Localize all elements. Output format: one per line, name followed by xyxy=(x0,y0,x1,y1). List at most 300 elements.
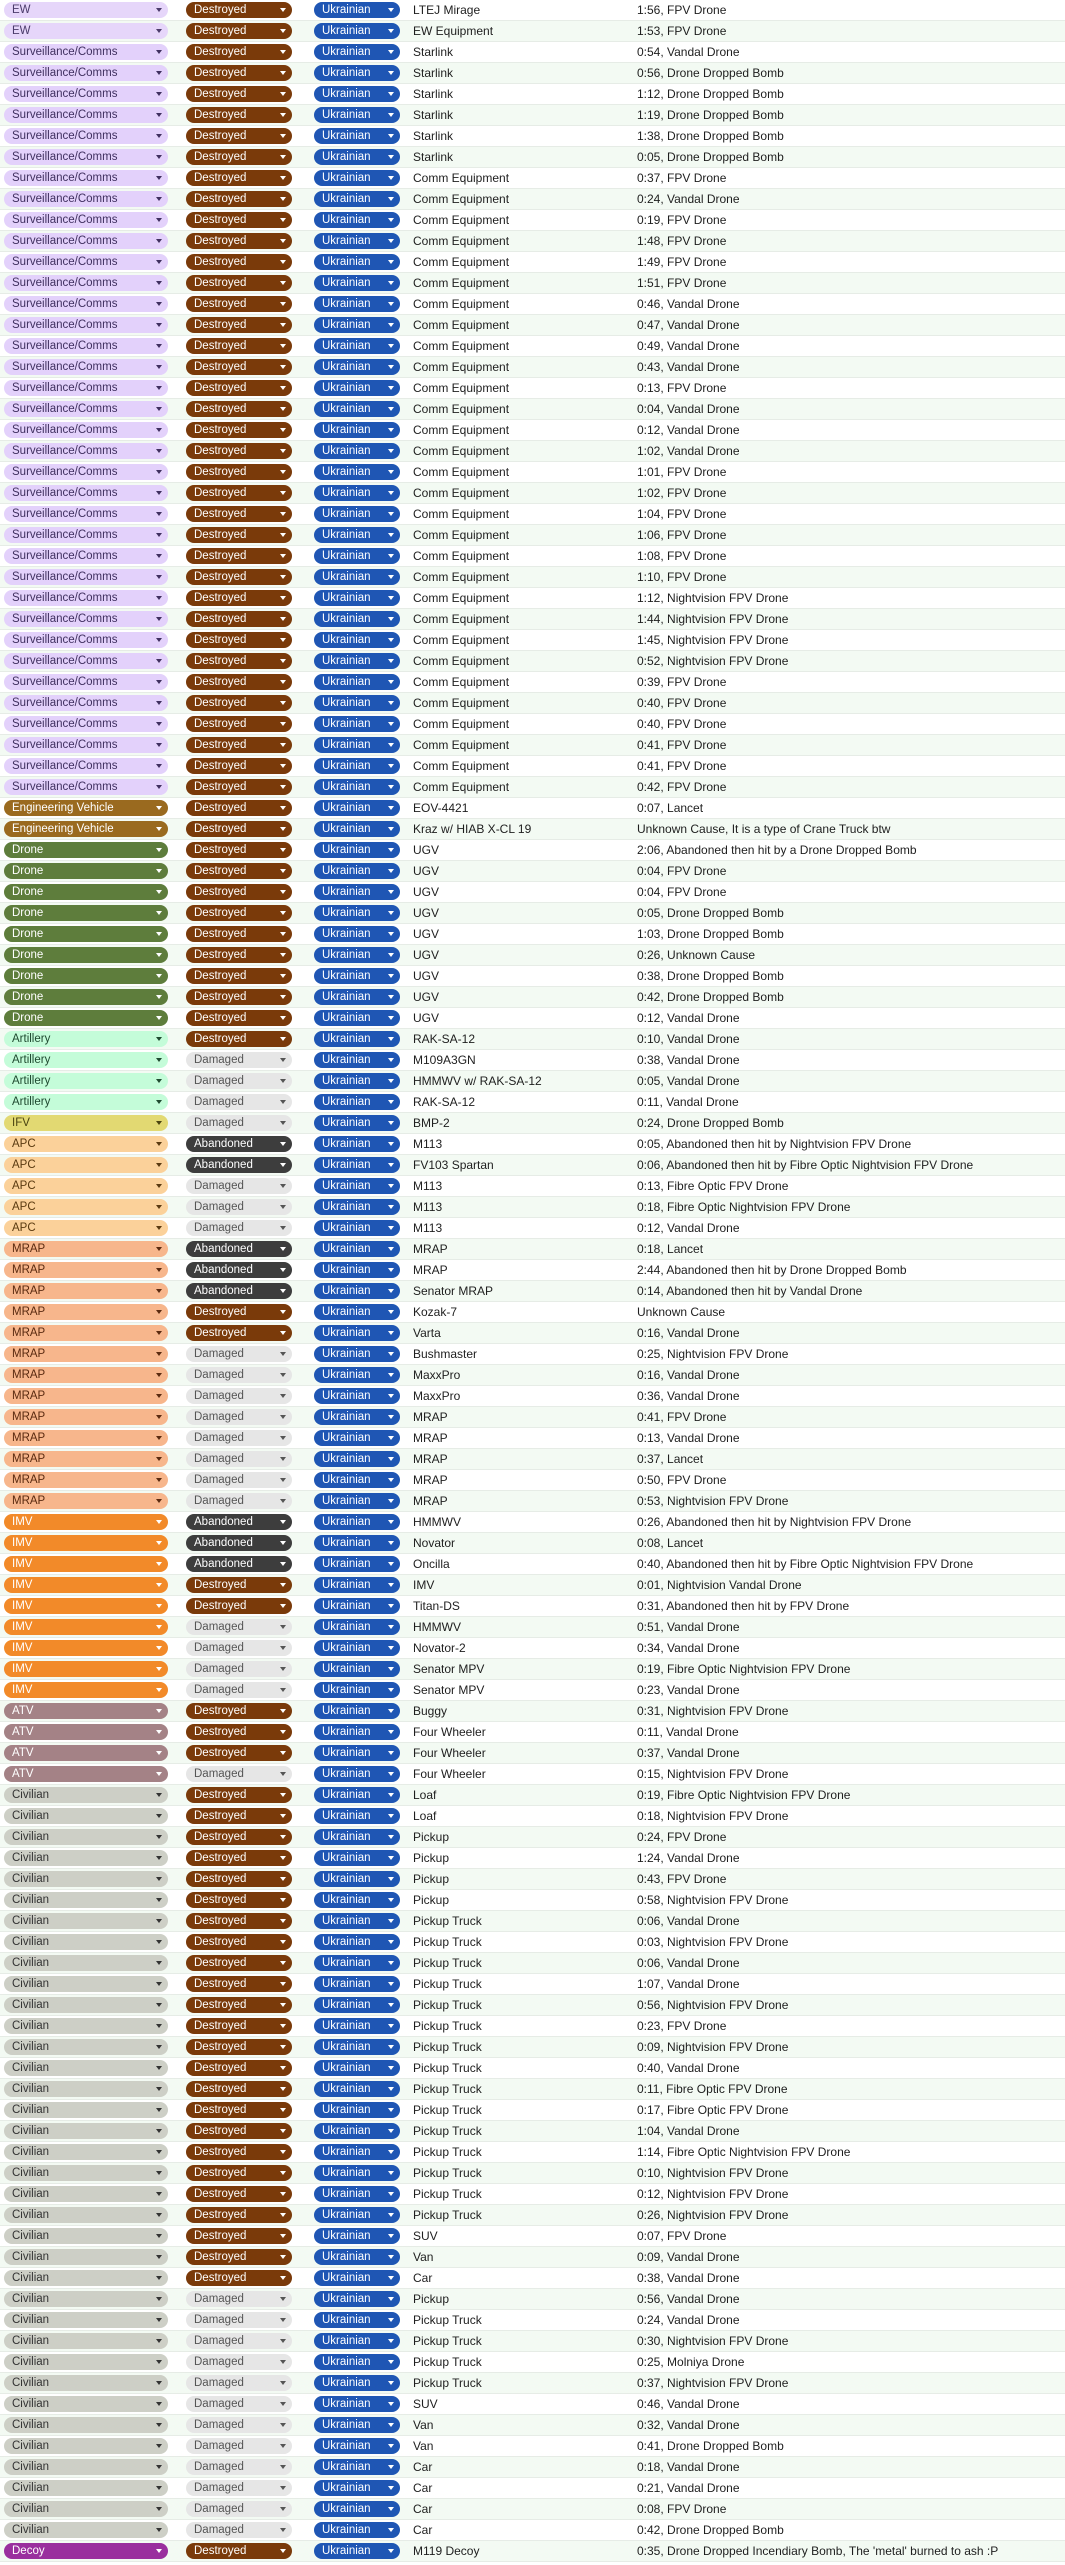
side-select[interactable] xyxy=(314,1052,400,1068)
notes-cell[interactable]: Unknown Cause, It is a type of Crane Truck btw xyxy=(637,822,891,836)
notes-cell[interactable]: 0:05, Vandal Drone xyxy=(637,1074,740,1088)
side-select[interactable] xyxy=(314,380,400,396)
side-select[interactable] xyxy=(314,1262,400,1278)
equipment-name-cell[interactable]: HMMWV w/ RAK-SA-12 xyxy=(413,1074,542,1088)
type-select[interactable] xyxy=(4,170,168,186)
notes-cell[interactable]: 0:35, Drone Dropped Incendiary Bomb, The 'metal' burned to ash :P xyxy=(637,2544,999,2558)
notes-cell[interactable]: 0:56, Nightvision FPV Drone xyxy=(637,1998,789,2012)
type-select[interactable] xyxy=(4,611,168,627)
status-select[interactable] xyxy=(186,23,292,39)
equipment-name-cell[interactable]: Van xyxy=(413,2250,434,2264)
status-select[interactable] xyxy=(186,1619,292,1635)
type-select[interactable] xyxy=(4,2522,168,2538)
notes-cell[interactable]: 0:26, Nightvision FPV Drone xyxy=(637,2208,789,2222)
status-select[interactable] xyxy=(186,2081,292,2097)
status-select[interactable] xyxy=(186,1052,292,1068)
notes-cell[interactable]: 1:10, FPV Drone xyxy=(637,570,727,584)
type-select[interactable] xyxy=(4,2501,168,2517)
notes-cell[interactable]: 2:44, Abandoned then hit by Drone Dropped Bomb xyxy=(637,1263,907,1277)
notes-cell[interactable]: 0:10, Nightvision FPV Drone xyxy=(637,2166,789,2180)
side-select[interactable] xyxy=(314,1661,400,1677)
equipment-name-cell[interactable]: Van xyxy=(413,2418,434,2432)
notes-cell[interactable]: 0:19, FPV Drone xyxy=(637,213,727,227)
side-select[interactable] xyxy=(314,2102,400,2118)
status-select[interactable] xyxy=(186,380,292,396)
type-select[interactable] xyxy=(4,380,168,396)
type-select[interactable] xyxy=(4,989,168,1005)
side-select[interactable] xyxy=(314,1598,400,1614)
status-select[interactable] xyxy=(186,170,292,186)
side-select[interactable] xyxy=(314,1157,400,1173)
equipment-name-cell[interactable]: Senator MPV xyxy=(413,1683,485,1697)
type-select[interactable] xyxy=(4,695,168,711)
side-select[interactable] xyxy=(314,758,400,774)
notes-cell[interactable]: 0:04, Vandal Drone xyxy=(637,402,740,416)
equipment-name-cell[interactable]: Comm Equipment xyxy=(413,486,510,500)
type-select[interactable] xyxy=(4,968,168,984)
status-select[interactable] xyxy=(186,1955,292,1971)
equipment-name-cell[interactable]: Bushmaster xyxy=(413,1347,478,1361)
notes-cell[interactable]: 0:04, FPV Drone xyxy=(637,864,727,878)
equipment-name-cell[interactable]: M113 xyxy=(413,1179,443,1193)
type-select[interactable] xyxy=(4,23,168,39)
equipment-name-cell[interactable]: Comm Equipment xyxy=(413,549,510,563)
status-select[interactable] xyxy=(186,2228,292,2244)
type-select[interactable] xyxy=(4,1850,168,1866)
notes-cell[interactable]: 0:18, Fibre Optic Nightvision FPV Drone xyxy=(637,1200,851,1214)
status-select[interactable] xyxy=(186,1409,292,1425)
type-select[interactable] xyxy=(4,1304,168,1320)
side-select[interactable] xyxy=(314,2543,400,2559)
type-select[interactable] xyxy=(4,1367,168,1383)
side-select[interactable] xyxy=(314,1472,400,1488)
notes-cell[interactable]: 1:38, Drone Dropped Bomb xyxy=(637,129,784,143)
side-select[interactable] xyxy=(314,107,400,123)
notes-cell[interactable]: 0:11, Vandal Drone xyxy=(637,1095,739,1109)
type-select[interactable] xyxy=(4,1871,168,1887)
side-select[interactable] xyxy=(314,2375,400,2391)
type-select[interactable] xyxy=(4,2102,168,2118)
equipment-name-cell[interactable]: Pickup Truck xyxy=(413,2313,482,2327)
notes-cell[interactable]: 0:12, Vandal Drone xyxy=(637,1221,740,1235)
side-select[interactable] xyxy=(314,2522,400,2538)
side-select[interactable] xyxy=(314,947,400,963)
side-select[interactable] xyxy=(314,2312,400,2328)
side-select[interactable] xyxy=(314,653,400,669)
notes-cell[interactable]: 0:13, Fibre Optic FPV Drone xyxy=(637,1179,789,1193)
equipment-name-cell[interactable]: UGV xyxy=(413,990,440,1004)
status-select[interactable] xyxy=(186,2417,292,2433)
notes-cell[interactable]: 0:14, Abandoned then hit by Vandal Drone xyxy=(637,1284,863,1298)
notes-cell[interactable]: 0:16, Vandal Drone xyxy=(637,1326,740,1340)
type-select[interactable] xyxy=(4,1451,168,1467)
status-select[interactable] xyxy=(186,1808,292,1824)
type-select[interactable] xyxy=(4,44,168,60)
type-select[interactable] xyxy=(4,443,168,459)
side-select[interactable] xyxy=(314,2417,400,2433)
equipment-name-cell[interactable]: Comm Equipment xyxy=(413,759,510,773)
side-select[interactable] xyxy=(314,1976,400,1992)
status-select[interactable] xyxy=(186,317,292,333)
equipment-name-cell[interactable]: Pickup Truck xyxy=(413,2355,482,2369)
notes-cell[interactable]: 0:03, Nightvision FPV Drone xyxy=(637,1935,789,1949)
type-select[interactable] xyxy=(4,653,168,669)
notes-cell[interactable]: 0:40, Abandoned then hit by Fibre Optic Nightvision FPV Drone xyxy=(637,1557,974,1571)
status-select[interactable] xyxy=(186,65,292,81)
notes-cell[interactable]: 0:42, Drone Dropped Bomb xyxy=(637,990,784,1004)
type-select[interactable] xyxy=(4,1703,168,1719)
status-select[interactable] xyxy=(186,1094,292,1110)
equipment-name-cell[interactable]: MRAP xyxy=(413,1473,448,1487)
status-select[interactable] xyxy=(186,842,292,858)
equipment-name-cell[interactable]: Starlink xyxy=(413,129,454,143)
type-select[interactable] xyxy=(4,1682,168,1698)
notes-cell[interactable]: 1:45, Nightvision FPV Drone xyxy=(637,633,789,647)
status-select[interactable] xyxy=(186,1451,292,1467)
status-select[interactable] xyxy=(186,1871,292,1887)
status-select[interactable] xyxy=(186,2543,292,2559)
status-select[interactable] xyxy=(186,1178,292,1194)
equipment-name-cell[interactable]: HMMWV xyxy=(413,1620,461,1634)
status-select[interactable] xyxy=(186,821,292,837)
side-select[interactable] xyxy=(314,1346,400,1362)
status-select[interactable] xyxy=(186,1073,292,1089)
equipment-name-cell[interactable]: M119 Decoy xyxy=(413,2544,480,2558)
equipment-name-cell[interactable]: Pickup Truck xyxy=(413,1956,482,1970)
side-select[interactable] xyxy=(314,1031,400,1047)
notes-cell[interactable]: 1:04, FPV Drone xyxy=(637,507,727,521)
status-select[interactable] xyxy=(186,2270,292,2286)
side-select[interactable] xyxy=(314,2186,400,2202)
side-select[interactable] xyxy=(314,401,400,417)
side-select[interactable] xyxy=(314,485,400,501)
equipment-name-cell[interactable]: Oncilla xyxy=(413,1557,450,1571)
equipment-name-cell[interactable]: Senator MRAP xyxy=(413,1284,494,1298)
type-select[interactable] xyxy=(4,464,168,480)
status-select[interactable] xyxy=(186,1199,292,1215)
status-select[interactable] xyxy=(186,1430,292,1446)
notes-cell[interactable]: 0:05, Drone Dropped Bomb xyxy=(637,906,784,920)
equipment-name-cell[interactable]: Comm Equipment xyxy=(413,297,510,311)
side-select[interactable] xyxy=(314,1493,400,1509)
type-select[interactable] xyxy=(4,296,168,312)
equipment-name-cell[interactable]: Starlink xyxy=(413,108,454,122)
notes-cell[interactable]: 0:24, FPV Drone xyxy=(637,1830,727,1844)
status-select[interactable] xyxy=(186,548,292,564)
equipment-name-cell[interactable]: UGV xyxy=(413,906,440,920)
status-select[interactable] xyxy=(186,443,292,459)
status-select[interactable] xyxy=(186,1157,292,1173)
status-select[interactable] xyxy=(186,2459,292,2475)
type-select[interactable] xyxy=(4,1241,168,1257)
side-select[interactable] xyxy=(314,2396,400,2412)
type-select[interactable] xyxy=(4,1556,168,1572)
equipment-name-cell[interactable]: MRAP xyxy=(413,1431,448,1445)
side-select[interactable] xyxy=(314,2270,400,2286)
side-select[interactable] xyxy=(314,275,400,291)
status-select[interactable] xyxy=(186,506,292,522)
side-select[interactable] xyxy=(314,128,400,144)
status-select[interactable] xyxy=(186,2060,292,2076)
status-select[interactable] xyxy=(186,800,292,816)
side-select[interactable] xyxy=(314,842,400,858)
side-select[interactable] xyxy=(314,1178,400,1194)
equipment-name-cell[interactable]: M113 xyxy=(413,1137,443,1151)
equipment-name-cell[interactable]: Pickup xyxy=(413,1893,450,1907)
notes-cell[interactable]: 0:38, Vandal Drone xyxy=(637,1053,740,1067)
side-select[interactable] xyxy=(314,1955,400,1971)
type-select[interactable] xyxy=(4,401,168,417)
notes-cell[interactable]: 0:05, Drone Dropped Bomb xyxy=(637,150,784,164)
status-select[interactable] xyxy=(186,296,292,312)
equipment-name-cell[interactable]: Comm Equipment xyxy=(413,507,510,521)
type-select[interactable] xyxy=(4,842,168,858)
notes-cell[interactable]: 1:06, FPV Drone xyxy=(637,528,727,542)
side-select[interactable] xyxy=(314,149,400,165)
type-select[interactable] xyxy=(4,548,168,564)
type-select[interactable] xyxy=(4,149,168,165)
notes-cell[interactable]: 0:40, Vandal Drone xyxy=(637,2061,740,2075)
side-select[interactable] xyxy=(314,779,400,795)
equipment-name-cell[interactable]: Four Wheeler xyxy=(413,1725,486,1739)
status-select[interactable] xyxy=(186,1136,292,1152)
type-select[interactable] xyxy=(4,1010,168,1026)
equipment-name-cell[interactable]: MRAP xyxy=(413,1452,448,1466)
notes-cell[interactable]: 0:06, Vandal Drone xyxy=(637,1956,740,1970)
type-select[interactable] xyxy=(4,1808,168,1824)
notes-cell[interactable]: 1:24, Vandal Drone xyxy=(637,1851,740,1865)
status-select[interactable] xyxy=(186,632,292,648)
notes-cell[interactable]: 0:11, Fibre Optic FPV Drone xyxy=(637,2082,788,2096)
notes-cell[interactable]: 0:06, Abandoned then hit by Fibre Optic Nightvision FPV Drone xyxy=(637,1158,974,1172)
equipment-name-cell[interactable]: Buggy xyxy=(413,1704,448,1718)
type-select[interactable] xyxy=(4,1766,168,1782)
status-select[interactable] xyxy=(186,44,292,60)
type-select[interactable] xyxy=(4,821,168,837)
notes-cell[interactable]: 0:31, Nightvision FPV Drone xyxy=(637,1704,789,1718)
status-select[interactable] xyxy=(186,2333,292,2349)
type-select[interactable] xyxy=(4,800,168,816)
type-select[interactable] xyxy=(4,2060,168,2076)
status-select[interactable] xyxy=(186,1976,292,1992)
equipment-name-cell[interactable]: Car xyxy=(413,2481,433,2495)
equipment-name-cell[interactable]: Pickup Truck xyxy=(413,2187,482,2201)
equipment-name-cell[interactable]: Pickup Truck xyxy=(413,2145,482,2159)
side-select[interactable] xyxy=(314,65,400,81)
status-select[interactable] xyxy=(186,569,292,585)
equipment-name-cell[interactable]: Comm Equipment xyxy=(413,780,510,794)
type-select[interactable] xyxy=(4,1094,168,1110)
equipment-name-cell[interactable]: EW Equipment xyxy=(413,24,494,38)
side-select[interactable] xyxy=(314,2333,400,2349)
notes-cell[interactable]: 0:04, FPV Drone xyxy=(637,885,727,899)
notes-cell[interactable]: 0:41, Drone Dropped Bomb xyxy=(637,2439,784,2453)
notes-cell[interactable]: 0:16, Vandal Drone xyxy=(637,1368,740,1382)
side-select[interactable] xyxy=(314,1430,400,1446)
type-select[interactable] xyxy=(4,1787,168,1803)
status-select[interactable] xyxy=(186,1577,292,1593)
status-select[interactable] xyxy=(186,128,292,144)
side-select[interactable] xyxy=(314,569,400,585)
notes-cell[interactable]: 0:17, Fibre Optic FPV Drone xyxy=(637,2103,789,2117)
equipment-name-cell[interactable]: MRAP xyxy=(413,1410,448,1424)
notes-cell[interactable]: 0:12, Vandal Drone xyxy=(637,423,740,437)
status-select[interactable] xyxy=(186,1556,292,1572)
notes-cell[interactable]: 0:13, Vandal Drone xyxy=(637,1431,740,1445)
type-select[interactable] xyxy=(4,1388,168,1404)
status-select[interactable] xyxy=(186,359,292,375)
equipment-name-cell[interactable]: Comm Equipment xyxy=(413,213,510,227)
equipment-name-cell[interactable]: Starlink xyxy=(413,45,454,59)
status-select[interactable] xyxy=(186,1367,292,1383)
notes-cell[interactable]: 1:49, FPV Drone xyxy=(637,255,727,269)
equipment-name-cell[interactable]: Comm Equipment xyxy=(413,738,510,752)
notes-cell[interactable]: 0:41, FPV Drone xyxy=(637,1410,727,1424)
type-select[interactable] xyxy=(4,1829,168,1845)
notes-cell[interactable]: 0:31, Abandoned then hit by FPV Drone xyxy=(637,1599,850,1613)
equipment-name-cell[interactable]: Kozak-7 xyxy=(413,1305,458,1319)
type-select[interactable] xyxy=(4,1724,168,1740)
side-select[interactable] xyxy=(314,359,400,375)
equipment-name-cell[interactable]: UGV xyxy=(413,843,440,857)
side-select[interactable] xyxy=(314,1073,400,1089)
status-select[interactable] xyxy=(186,1325,292,1341)
side-select[interactable] xyxy=(314,1325,400,1341)
equipment-name-cell[interactable]: Pickup Truck xyxy=(413,2019,482,2033)
notes-cell[interactable]: 0:24, Vandal Drone xyxy=(637,2313,740,2327)
notes-cell[interactable]: 0:10, Vandal Drone xyxy=(637,1032,740,1046)
side-select[interactable] xyxy=(314,2249,400,2265)
status-select[interactable] xyxy=(186,1682,292,1698)
side-select[interactable] xyxy=(314,611,400,627)
equipment-name-cell[interactable]: Four Wheeler xyxy=(413,1767,486,1781)
equipment-name-cell[interactable]: Comm Equipment xyxy=(413,192,510,206)
type-select[interactable] xyxy=(4,485,168,501)
notes-cell[interactable]: 0:11, Vandal Drone xyxy=(637,1725,739,1739)
type-select[interactable] xyxy=(4,2186,168,2202)
type-select[interactable] xyxy=(4,632,168,648)
side-select[interactable] xyxy=(314,2438,400,2454)
status-select[interactable] xyxy=(186,1913,292,1929)
status-select[interactable] xyxy=(186,2522,292,2538)
type-select[interactable] xyxy=(4,2123,168,2139)
side-select[interactable] xyxy=(314,1682,400,1698)
equipment-name-cell[interactable]: HMMWV xyxy=(413,1515,461,1529)
status-select[interactable] xyxy=(186,1934,292,1950)
side-select[interactable] xyxy=(314,1829,400,1845)
status-select[interactable] xyxy=(186,1724,292,1740)
notes-cell[interactable]: 0:47, Vandal Drone xyxy=(637,318,740,332)
type-select[interactable] xyxy=(4,2375,168,2391)
status-select[interactable] xyxy=(186,2249,292,2265)
notes-cell[interactable]: 0:24, Drone Dropped Bomb xyxy=(637,1116,784,1130)
status-select[interactable] xyxy=(186,716,292,732)
equipment-name-cell[interactable]: Starlink xyxy=(413,66,454,80)
side-select[interactable] xyxy=(314,296,400,312)
status-select[interactable] xyxy=(186,2480,292,2496)
type-select[interactable] xyxy=(4,2354,168,2370)
type-select[interactable] xyxy=(4,1031,168,1047)
equipment-name-cell[interactable]: Comm Equipment xyxy=(413,654,510,668)
notes-cell[interactable]: 0:41, FPV Drone xyxy=(637,759,727,773)
status-select[interactable] xyxy=(186,2165,292,2181)
status-select[interactable] xyxy=(186,2396,292,2412)
side-select[interactable] xyxy=(314,1220,400,1236)
type-select[interactable] xyxy=(4,107,168,123)
side-select[interactable] xyxy=(314,2144,400,2160)
status-select[interactable] xyxy=(186,590,292,606)
notes-cell[interactable]: 0:23, FPV Drone xyxy=(637,2019,727,2033)
status-select[interactable] xyxy=(186,653,292,669)
type-select[interactable] xyxy=(4,2249,168,2265)
equipment-name-cell[interactable]: Kraz w/ HIAB X-CL 19 xyxy=(413,822,532,836)
side-select[interactable] xyxy=(314,2060,400,2076)
equipment-name-cell[interactable]: Pickup Truck xyxy=(413,2103,482,2117)
type-select[interactable] xyxy=(4,1934,168,1950)
type-select[interactable] xyxy=(4,758,168,774)
equipment-name-cell[interactable]: Pickup Truck xyxy=(413,1935,482,1949)
side-select[interactable] xyxy=(314,86,400,102)
notes-cell[interactable]: 0:12, Nightvision FPV Drone xyxy=(637,2187,789,2201)
type-select[interactable] xyxy=(4,2228,168,2244)
notes-cell[interactable]: 0:34, Vandal Drone xyxy=(637,1641,740,1655)
type-select[interactable] xyxy=(4,1619,168,1635)
type-select[interactable] xyxy=(4,2480,168,2496)
notes-cell[interactable]: 0:12, Vandal Drone xyxy=(637,1011,740,1025)
notes-cell[interactable]: 0:09, Nightvision FPV Drone xyxy=(637,2040,789,2054)
status-select[interactable] xyxy=(186,1514,292,1530)
type-select[interactable] xyxy=(4,1661,168,1677)
side-select[interactable] xyxy=(314,1997,400,2013)
side-select[interactable] xyxy=(314,926,400,942)
side-select[interactable] xyxy=(314,2,400,18)
status-select[interactable] xyxy=(186,212,292,228)
notes-cell[interactable]: 0:58, Nightvision FPV Drone xyxy=(637,1893,789,1907)
notes-cell[interactable]: 0:43, Vandal Drone xyxy=(637,360,740,374)
status-select[interactable] xyxy=(186,1241,292,1257)
status-select[interactable] xyxy=(186,485,292,501)
status-select[interactable] xyxy=(186,527,292,543)
type-select[interactable] xyxy=(4,2270,168,2286)
status-select[interactable] xyxy=(186,674,292,690)
status-select[interactable] xyxy=(186,422,292,438)
notes-cell[interactable]: 0:38, Vandal Drone xyxy=(637,2271,740,2285)
side-select[interactable] xyxy=(314,1913,400,1929)
type-select[interactable] xyxy=(4,926,168,942)
type-select[interactable] xyxy=(4,1892,168,1908)
side-select[interactable] xyxy=(314,989,400,1005)
equipment-name-cell[interactable]: Starlink xyxy=(413,150,454,164)
status-select[interactable] xyxy=(186,1283,292,1299)
side-select[interactable] xyxy=(314,1136,400,1152)
notes-cell[interactable]: 0:25, Molniya Drone xyxy=(637,2355,745,2369)
type-select[interactable] xyxy=(4,1535,168,1551)
side-select[interactable] xyxy=(314,1535,400,1551)
equipment-name-cell[interactable]: Senator MPV xyxy=(413,1662,485,1676)
notes-cell[interactable]: 1:51, FPV Drone xyxy=(637,276,727,290)
equipment-name-cell[interactable]: Comm Equipment xyxy=(413,381,510,395)
status-select[interactable] xyxy=(186,947,292,963)
notes-cell[interactable]: 0:49, Vandal Drone xyxy=(637,339,740,353)
type-select[interactable] xyxy=(4,338,168,354)
equipment-name-cell[interactable]: Comm Equipment xyxy=(413,612,510,626)
status-select[interactable] xyxy=(186,2102,292,2118)
status-select[interactable] xyxy=(186,233,292,249)
type-select[interactable] xyxy=(4,275,168,291)
status-select[interactable] xyxy=(186,1220,292,1236)
side-select[interactable] xyxy=(314,1514,400,1530)
side-select[interactable] xyxy=(314,1934,400,1950)
